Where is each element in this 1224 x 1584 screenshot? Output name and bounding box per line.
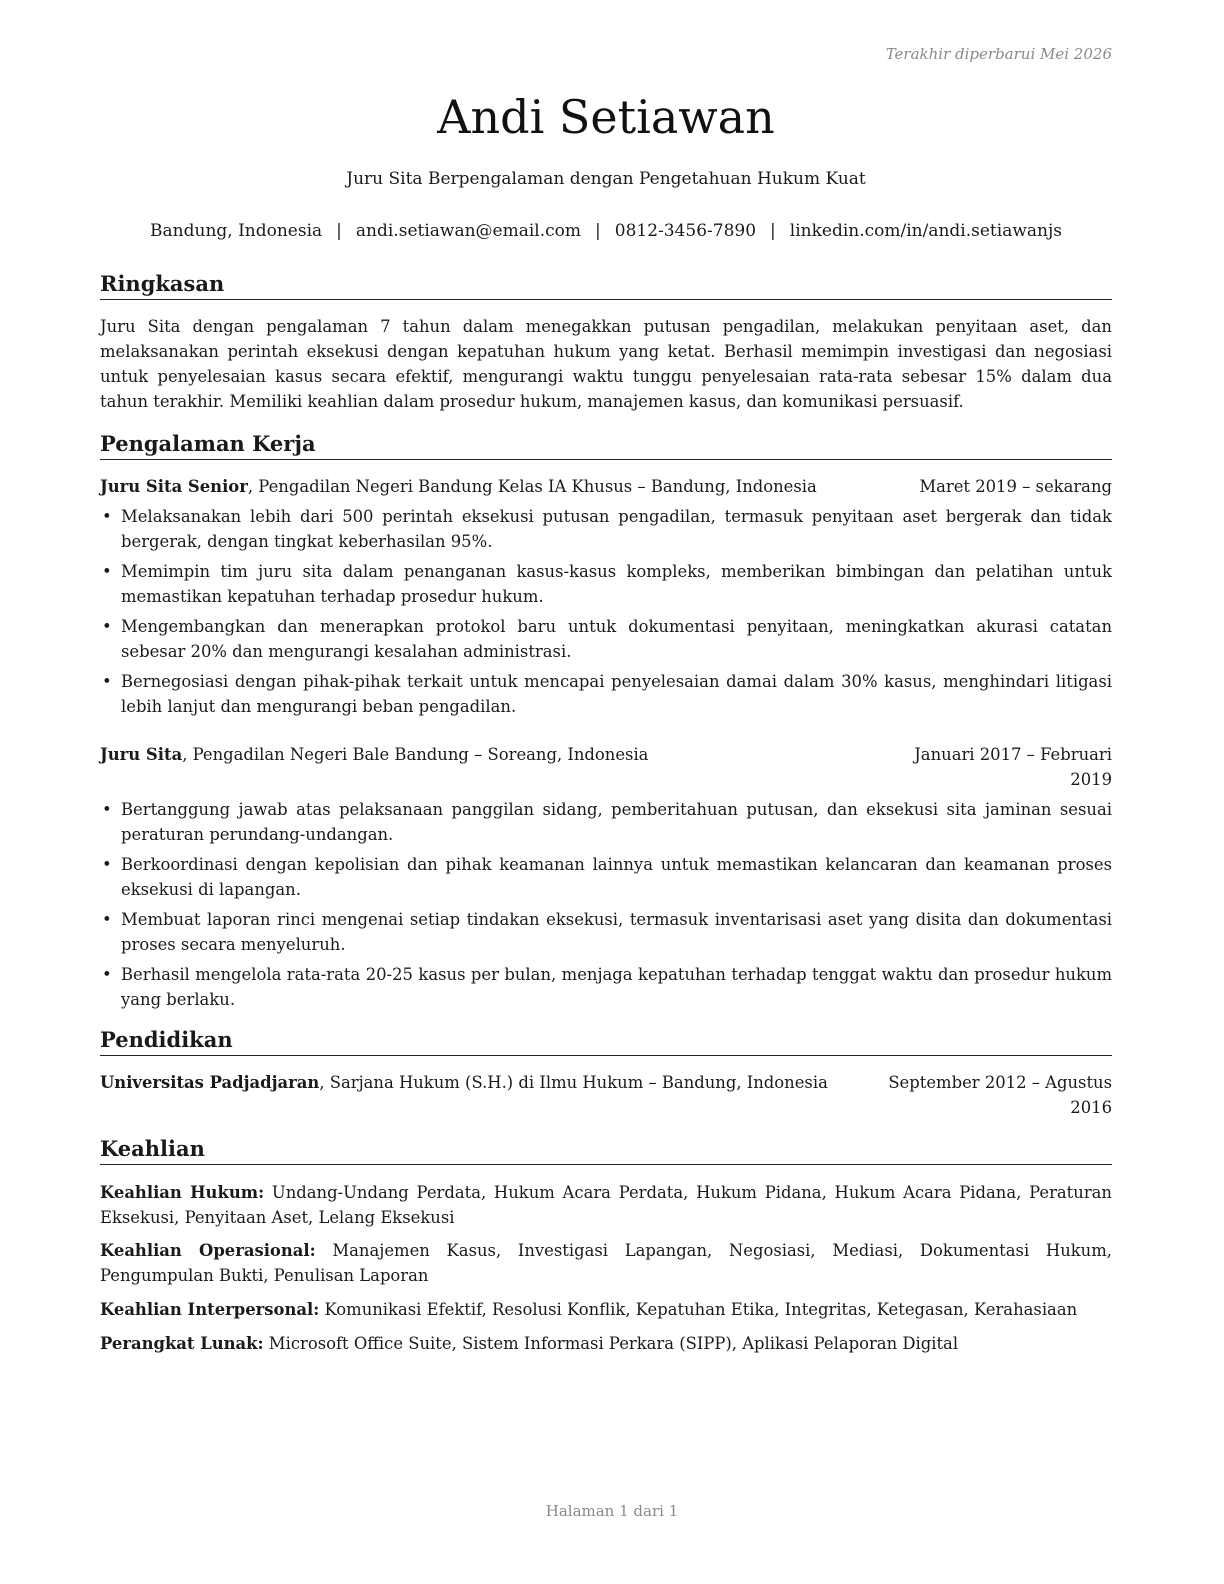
skill-group — [100, 1180, 1112, 1230]
bullet-item: • Berhasil mengelola rata-rata 20-25 kasus per bulan, menjaga kepatuhan terhadap tenggat waktu dan prosedur hukum yang berlaku. — [100, 962, 1112, 1012]
tagline: Juru Sita Berpengalaman dengan Pengetahuan Hukum Kuat — [346, 169, 866, 189]
job-dates: Januari 2017 – Februari 2019 — [914, 745, 1112, 789]
contact-separator: | — [336, 221, 342, 241]
bullet-dot-icon: • — [102, 672, 112, 691]
job-role: Juru Sita — [100, 745, 183, 764]
contact-phone: 0812-3456-7890 — [614, 221, 757, 241]
skill-values: Microsoft Office Suite, Sistem Informasi Perkara (SIPP), Aplikasi Pelaporan Digital — [263, 1334, 959, 1353]
job-organization: , Pengadilan Negeri Bale Bandung – Soreang, Indonesia — [182, 745, 649, 764]
candidate-name: Andi Setiawan — [437, 90, 775, 144]
contact-separator: | — [770, 221, 776, 241]
last-updated: Terakhir diperbarui Mei 2026 — [885, 45, 1112, 63]
bullet-dot-icon: • — [102, 800, 112, 819]
section-title-summary: Ringkasan — [100, 271, 1112, 300]
job-bullets — [100, 797, 1112, 1017]
section-title-education: Pendidikan — [100, 1027, 1112, 1056]
contact-linkedin[interactable]: linkedin.com/in/andi.setiawanjs — [789, 221, 1062, 241]
summary-text: Juru Sita dengan pengalaman 7 tahun dalam menegakkan putusan pengadilan, melakukan penyitaan aset, dan melaksanakan perintah eksekusi dengan kepatuhan hukum yang ketat. Berhasil memimpin investigasi dan negosiasi untuk penyelesaian kasus secara efektif, mengurangi waktu tunggu penyelesaian rata-rata sebesar 15% dalam dua tahun terakhir. Memiliki keahlian dalam prosedur hukum, manajemen kasus, dan komunikasi persuasif. — [100, 317, 1112, 411]
page-number: Halaman 1 dari 1 — [545, 1502, 679, 1520]
skill-values: Undang-Undang Perdata, Hukum Acara Perdata, Hukum Pidana, Hukum Acara Pidana, Peraturan Eksekusi, Penyitaan Aset, Lelang Eksekusi — [100, 1183, 1112, 1227]
bullet-dot-icon: • — [102, 507, 112, 526]
bullet-item: • Membuat laporan rinci mengenai setiap tindakan eksekusi, termasuk inventarisasi aset yang disita dan dokumentasi proses secara menyeluruh. — [100, 907, 1112, 957]
contact-line — [100, 220, 1112, 242]
section-title-skills: Keahlian — [100, 1136, 1112, 1165]
bullet-dot-icon: • — [102, 910, 112, 929]
skill-label: Perangkat Lunak: — [100, 1334, 264, 1353]
bullet-dot-icon: • — [102, 562, 112, 581]
skill-label: Keahlian Hukum: — [100, 1183, 265, 1202]
bullet-item: • Berkoordinasi dengan kepolisian dan pihak keamanan lainnya untuk memastikan kelancaran dan keamanan proses eksekusi di lapangan. — [100, 852, 1112, 902]
bullet-item: • Bertanggung jawab atas pelaksanaan panggilan sidang, pemberitahuan putusan, dan eksekusi sita jaminan sesuai peraturan perundang-undangan. — [100, 797, 1112, 847]
skill-label: Keahlian Operasional: — [100, 1241, 316, 1260]
job-dates: Maret 2019 – sekarang — [919, 477, 1112, 496]
contact-location: Bandung, Indonesia — [150, 221, 323, 241]
bullet-item: • Mengembangkan dan menerapkan protokol baru untuk dokumentasi penyitaan, meningkatkan akurasi catatan sebesar 20% dan mengurangi kesalahan administrasi. — [100, 614, 1112, 664]
job-organization: , Pengadilan Negeri Bandung Kelas IA Khusus – Bandung, Indonesia — [247, 477, 817, 496]
skill-group — [100, 1331, 1112, 1356]
skill-group — [100, 1238, 1112, 1288]
contact-separator: | — [595, 221, 601, 241]
school-name: Universitas Padjadjaran — [100, 1073, 320, 1092]
skill-group — [100, 1297, 1112, 1322]
bullet-item: • Memimpin tim juru sita dalam penanganan kasus-kasus kompleks, memberikan bimbingan dan pelatihan untuk memastikan kepatuhan terhadap prosedur hukum. — [100, 559, 1112, 609]
job-bullets — [100, 504, 1112, 724]
degree-detail: , Sarjana Hukum (S.H.) di Ilmu Hukum – Bandung, Indonesia — [319, 1073, 828, 1092]
contact-email[interactable]: andi.setiawan@email.com — [355, 221, 582, 241]
bullet-dot-icon: • — [102, 965, 112, 984]
section-title-experience: Pengalaman Kerja — [100, 431, 1112, 460]
skill-label: Keahlian Interpersonal: — [100, 1300, 320, 1319]
job-role: Juru Sita Senior — [100, 477, 248, 496]
education-dates: September 2012 – Agustus 2016 — [888, 1073, 1112, 1117]
bullet-item: • Bernegosiasi dengan pihak-pihak terkait untuk mencapai penyelesaian damai dalam 30% kasus, menghindari litigasi lebih lanjut dan mengurangi beban pengadilan. — [100, 669, 1112, 719]
skill-values: Komunikasi Efektif, Resolusi Konflik, Kepatuhan Etika, Integritas, Ketegasan, Kerahasiaan — [319, 1300, 1078, 1319]
bullet-item: • Melaksanakan lebih dari 500 perintah eksekusi putusan pengadilan, termasuk penyitaan aset bergerak dan tidak bergerak, dengan tingkat keberhasilan 95%. — [100, 504, 1112, 554]
bullet-dot-icon: • — [102, 617, 112, 636]
bullet-dot-icon: • — [102, 855, 112, 874]
skill-values: Manajemen Kasus, Investigasi Lapangan, Negosiasi, Mediasi, Dokumentasi Hukum, Pengumpulan Bukti, Penulisan Laporan — [100, 1241, 1112, 1285]
